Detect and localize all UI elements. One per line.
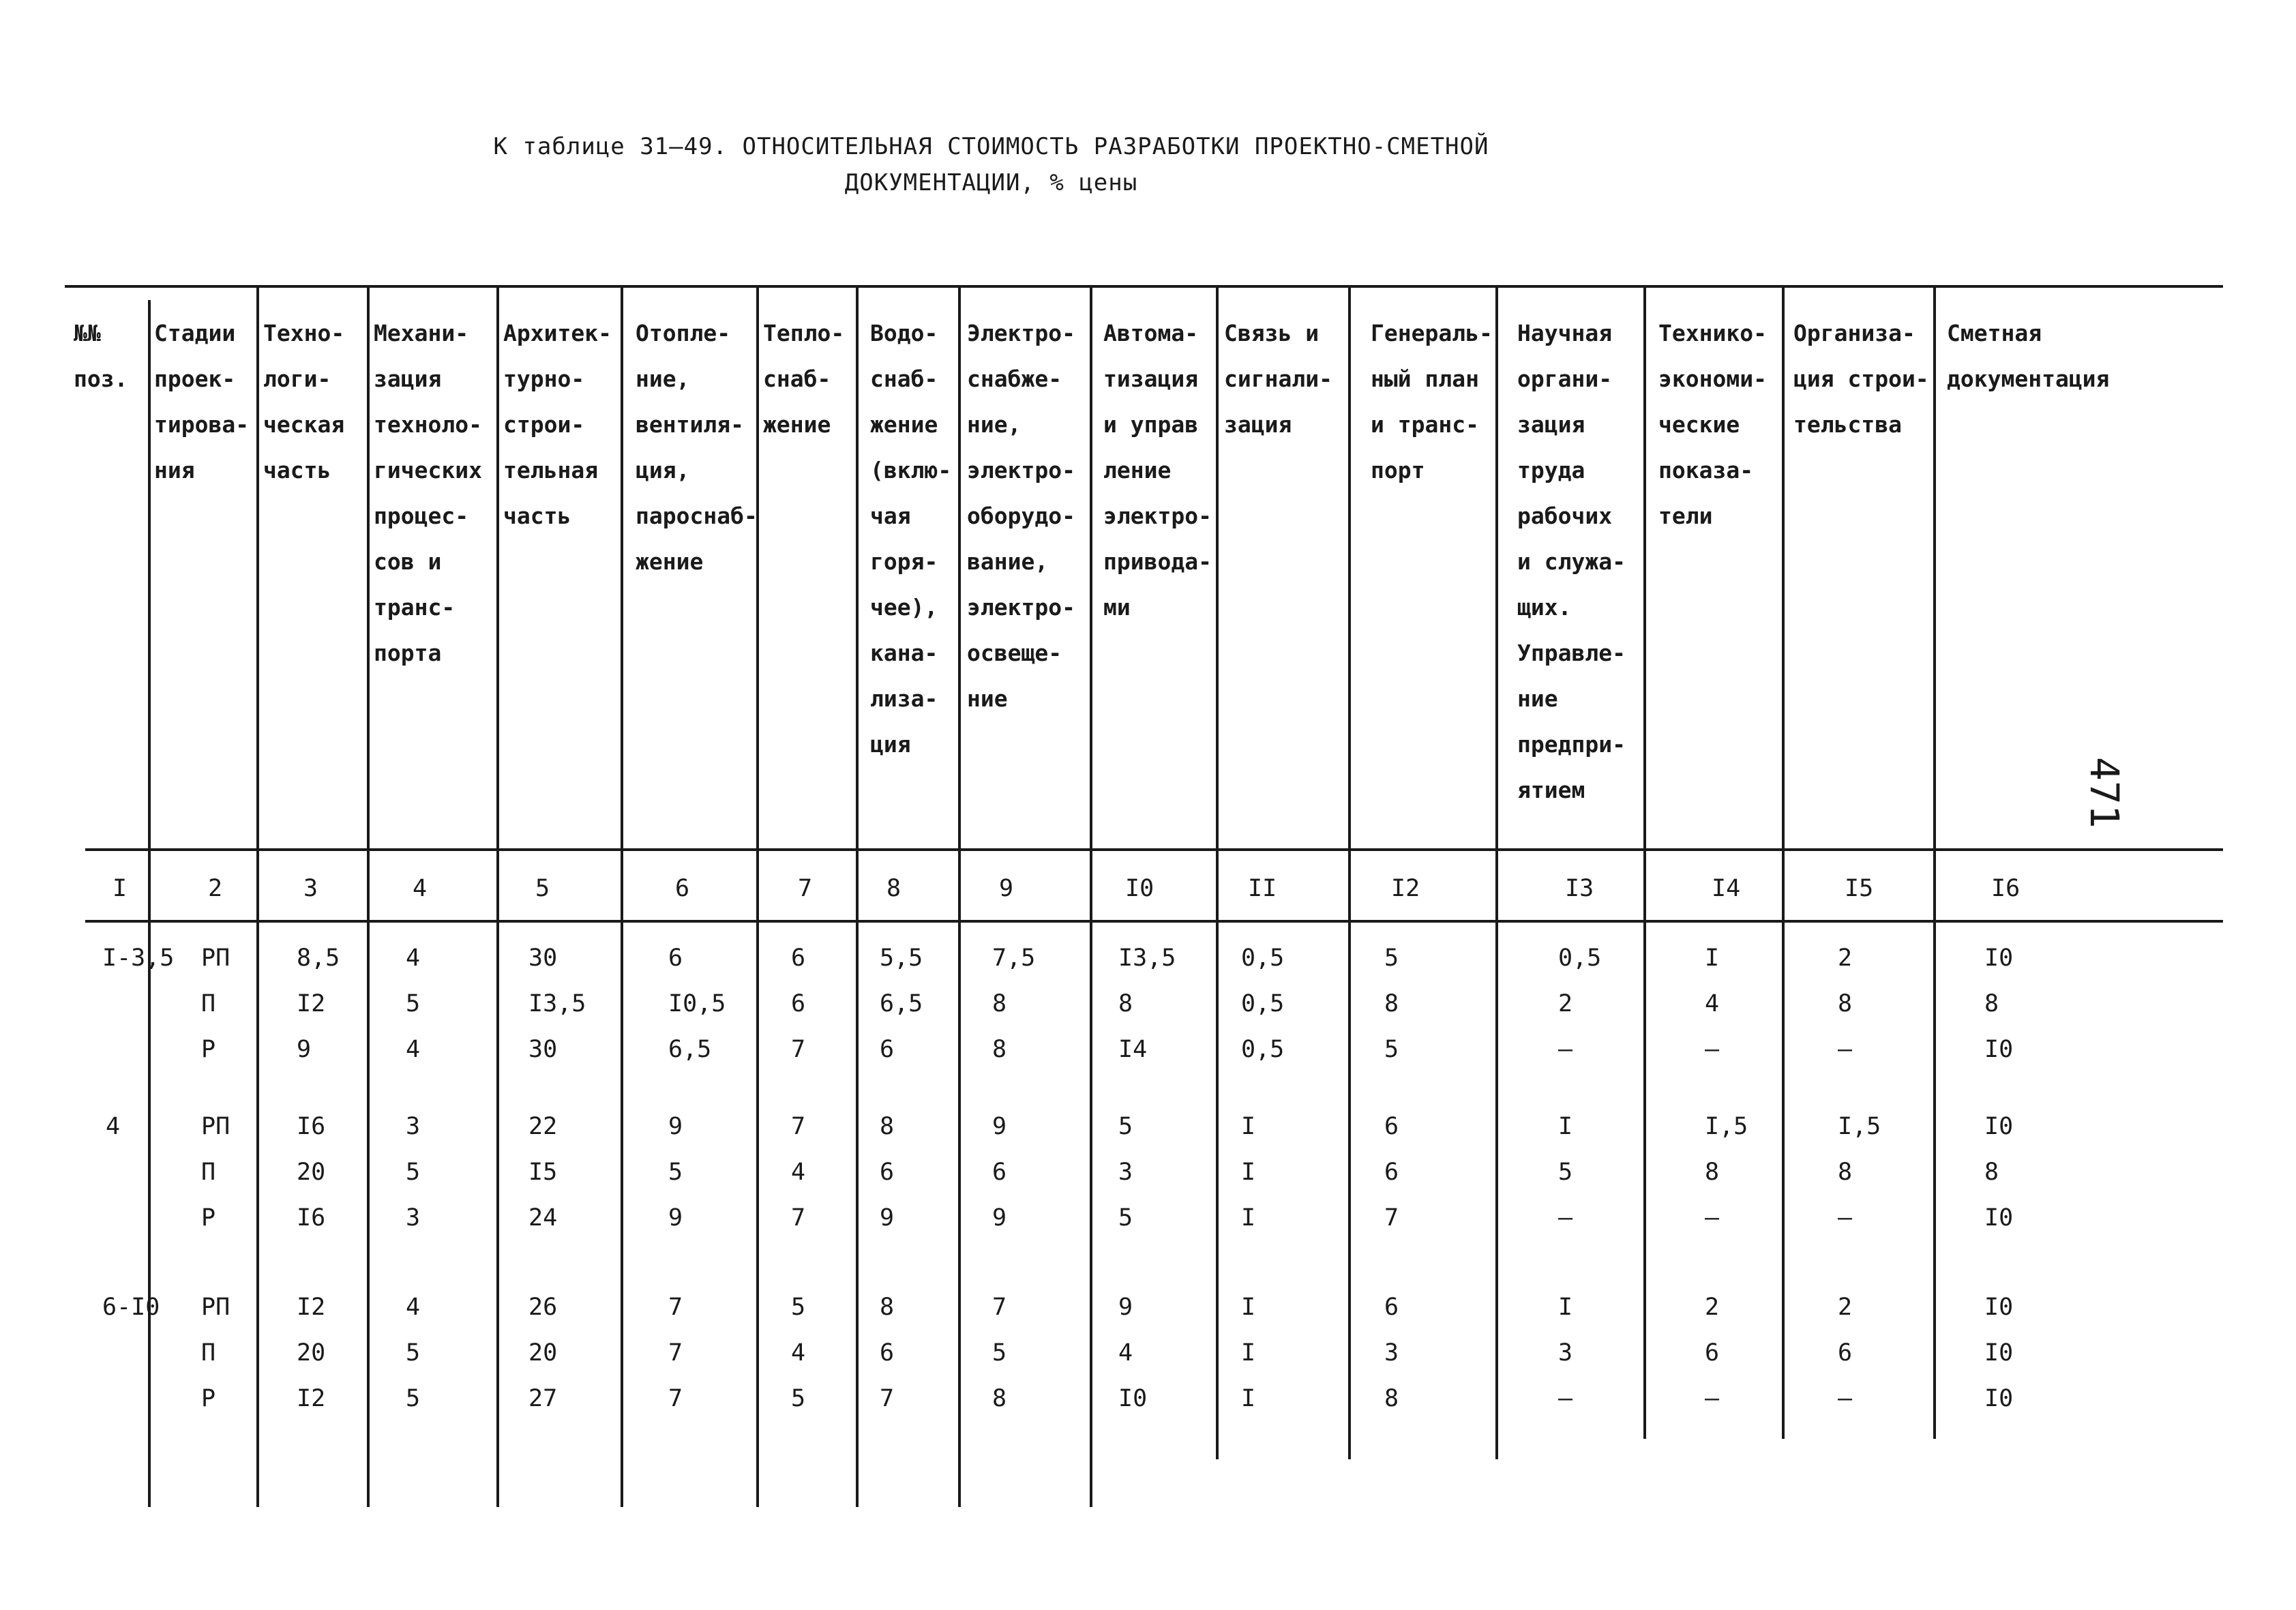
- stage-cell: П: [201, 990, 216, 1017]
- header-communication: Связь и сигнали- зация: [1224, 320, 1332, 438]
- table-cell: 2: [1838, 1294, 1853, 1321]
- table-cell: I6: [297, 1204, 326, 1232]
- table-cell: 6: [791, 944, 806, 972]
- table-cell: 0,5: [1241, 990, 1285, 1017]
- table-cell: 9: [668, 1204, 683, 1232]
- table-cell: 5: [406, 990, 421, 1017]
- col-divider: [148, 300, 151, 1507]
- table-cell: 9: [1118, 1294, 1133, 1321]
- table-cell: I,5: [1705, 1113, 1748, 1140]
- col-divider: [367, 286, 370, 1507]
- table-title-line2: ДОКУМЕНТАЦИИ, % цены: [844, 169, 1138, 196]
- table-cell: 5: [1558, 1159, 1573, 1186]
- table-cell: 7: [791, 1113, 806, 1140]
- table-cell: 9: [992, 1113, 1007, 1140]
- table-cell: I3,5: [528, 990, 586, 1017]
- header-labour-organization: Научная органи- зация труда рабочих и служа- щих. Управле- ние предпри- ятием: [1517, 320, 1626, 803]
- header-construction-organization: Организа- ция строи- тельства: [1793, 320, 1929, 438]
- column-number: 7: [798, 875, 813, 902]
- table-cell: 3: [1384, 1339, 1399, 1367]
- table-cell: 7: [668, 1294, 683, 1321]
- table-cell: 6: [880, 1159, 895, 1186]
- table-cell: 20: [297, 1339, 326, 1367]
- table-cell: –: [1838, 1036, 1853, 1063]
- table-cell: I0: [1984, 944, 2014, 972]
- table-cell: 0,5: [1241, 1036, 1285, 1063]
- table-cell: I: [1241, 1204, 1256, 1232]
- table-cell: 20: [528, 1339, 558, 1367]
- table-cell: 6: [668, 944, 683, 972]
- table-cell: –: [1838, 1204, 1853, 1232]
- colnum-bottom-rule: [85, 920, 2223, 923]
- table-cell: 8,5: [297, 944, 340, 972]
- stage-cell: П: [201, 1339, 216, 1367]
- header-technological: Техно- логи- ческая часть: [263, 320, 345, 483]
- table-cell: 30: [528, 944, 558, 972]
- stage-cell: Р: [201, 1385, 216, 1412]
- table-cell: 4: [406, 1294, 421, 1321]
- table-cell: 3: [406, 1113, 421, 1140]
- table-cell: 6,5: [668, 1036, 712, 1063]
- table-cell: 7: [880, 1385, 895, 1412]
- table-cell: I2: [297, 990, 326, 1017]
- table-cell: 7: [668, 1339, 683, 1367]
- col-divider: [1643, 286, 1646, 1439]
- col-divider: [1495, 286, 1498, 1459]
- stage-cell: РП: [201, 1294, 230, 1321]
- column-number: I5: [1845, 875, 1874, 902]
- table-cell: I0,5: [668, 990, 726, 1017]
- table-cell: I: [1241, 1113, 1256, 1140]
- col-divider: [621, 286, 623, 1507]
- table-cell: I0: [1984, 1036, 2014, 1063]
- table-cell: 2: [1838, 944, 1853, 972]
- table-cell: 5: [1384, 1036, 1399, 1063]
- table-cell: 8: [1384, 1385, 1399, 1412]
- col-divider: [496, 286, 499, 1507]
- table-cell: I3,5: [1118, 944, 1176, 972]
- header-bottom-rule: [85, 848, 2223, 851]
- column-number: 9: [999, 875, 1014, 902]
- table-cell: 8: [992, 1385, 1007, 1412]
- col-divider: [1933, 286, 1936, 1439]
- table-cell: 30: [528, 1036, 558, 1063]
- table-cell: I: [1241, 1159, 1256, 1186]
- table-cell: 8: [1705, 1159, 1720, 1186]
- table-cell: 6: [880, 1036, 895, 1063]
- table-cell: 26: [528, 1294, 558, 1321]
- column-number: II: [1248, 875, 1277, 902]
- table-cell: 0,5: [1558, 944, 1602, 972]
- table-cell: 6: [1838, 1339, 1853, 1367]
- stage-cell: Р: [201, 1204, 216, 1232]
- header-pos: №№ поз.: [74, 320, 128, 392]
- table-cell: I4: [1118, 1036, 1148, 1063]
- col-divider: [256, 286, 259, 1507]
- column-number: I0: [1125, 875, 1154, 902]
- table-cell: 3: [406, 1204, 421, 1232]
- table-cell: 22: [528, 1113, 558, 1140]
- table-cell: 9: [880, 1204, 895, 1232]
- col-divider: [856, 286, 859, 1507]
- table-cell: 5: [1118, 1204, 1133, 1232]
- table-cell: –: [1558, 1204, 1573, 1232]
- table-cell: 4: [406, 944, 421, 972]
- table-cell: 6: [992, 1159, 1007, 1186]
- table-cell: 5: [668, 1159, 683, 1186]
- table-cell: 7: [992, 1294, 1007, 1321]
- column-number: 5: [535, 875, 550, 902]
- table-cell: –: [1705, 1385, 1720, 1412]
- table-cell: I: [1558, 1113, 1573, 1140]
- table-cell: 5: [406, 1339, 421, 1367]
- table-cell: 4: [1705, 990, 1720, 1017]
- stage-cell: РП: [201, 1113, 230, 1140]
- column-number: 2: [208, 875, 223, 902]
- stage-cell: Р: [201, 1036, 216, 1063]
- column-number: 4: [413, 875, 428, 902]
- table-title-line1: К таблице 31–49. ОТНОСИТЕЛЬНАЯ СТОИМОСТЬ РАЗРАБОТКИ ПРОЕКТНО-СМЕТНОЙ: [493, 133, 1489, 160]
- table-cell: 8: [880, 1113, 895, 1140]
- col-divider: [1216, 286, 1219, 1459]
- table-cell: 8: [1118, 990, 1133, 1017]
- header-architecture: Архитек- турно- строи- тельная часть: [503, 320, 612, 529]
- table-cell: 5: [1118, 1113, 1133, 1140]
- header-top-rule: [65, 285, 2223, 288]
- table-cell: 5: [406, 1385, 421, 1412]
- table-cell: –: [1838, 1385, 1853, 1412]
- table-cell: 0,5: [1241, 944, 1285, 972]
- table-cell: I: [1705, 944, 1720, 972]
- table-cell: I0: [1984, 1204, 2014, 1232]
- column-number: I4: [1712, 875, 1741, 902]
- table-cell: 8: [992, 990, 1007, 1017]
- column-number: 6: [675, 875, 690, 902]
- table-cell: I: [1241, 1294, 1256, 1321]
- table-cell: 3: [1558, 1339, 1573, 1367]
- table-cell: –: [1558, 1036, 1573, 1063]
- table-cell: 9: [668, 1113, 683, 1140]
- column-number: 3: [303, 875, 318, 902]
- table-cell: 7,5: [992, 944, 1036, 972]
- position-number: 6-I0: [102, 1294, 160, 1321]
- table-cell: 9: [992, 1204, 1007, 1232]
- table-cell: 9: [297, 1036, 312, 1063]
- table-cell: 8: [1384, 990, 1399, 1017]
- table-cell: 7: [1384, 1204, 1399, 1232]
- table-cell: 24: [528, 1204, 558, 1232]
- table-cell: 20: [297, 1159, 326, 1186]
- table-cell: 4: [791, 1339, 806, 1367]
- table-cell: 6,5: [880, 990, 923, 1017]
- table-cell: 6: [1384, 1294, 1399, 1321]
- header-heating: Отопле- ние, вентиля- ция, пароснаб- жение: [636, 320, 758, 575]
- table-cell: I: [1558, 1294, 1573, 1321]
- table-cell: –: [1705, 1204, 1720, 1232]
- stage-cell: РП: [201, 944, 230, 972]
- table-cell: I0: [1118, 1385, 1148, 1412]
- table-cell: –: [1558, 1385, 1573, 1412]
- table-cell: 6: [880, 1339, 895, 1367]
- table-cell: 5: [1384, 944, 1399, 972]
- column-number: I6: [1991, 875, 2021, 902]
- stage-cell: П: [201, 1159, 216, 1186]
- table-cell: 3: [1118, 1159, 1133, 1186]
- column-number: I: [113, 875, 128, 902]
- col-divider: [1090, 286, 1092, 1507]
- table-cell: 5,5: [880, 944, 923, 972]
- table-cell: I0: [1984, 1385, 2014, 1412]
- table-cell: I6: [297, 1113, 326, 1140]
- table-cell: 6: [791, 990, 806, 1017]
- table-cell: I: [1241, 1339, 1256, 1367]
- table-cell: I0: [1984, 1113, 2014, 1140]
- table-cell: 8: [1838, 1159, 1853, 1186]
- table-cell: 4: [791, 1159, 806, 1186]
- table-cell: 8: [880, 1294, 895, 1321]
- column-number: I3: [1565, 875, 1594, 902]
- table-cell: I: [1241, 1385, 1256, 1412]
- header-water-supply: Водо- снаб- жение (вклю- чая горя- чее), кана- лиза- ция: [870, 320, 952, 758]
- header-heat-supply: Тепло- снаб- жение: [763, 320, 845, 438]
- header-technical-economic: Технико- экономи- ческие показа- тели: [1658, 320, 1767, 529]
- table-cell: 8: [1984, 1159, 1999, 1186]
- table-cell: 8: [1984, 990, 1999, 1017]
- col-divider: [1348, 286, 1351, 1459]
- table-cell: 7: [791, 1036, 806, 1063]
- table-cell: 8: [1838, 990, 1853, 1017]
- table-cell: 5: [791, 1385, 806, 1412]
- table-cell: 5: [992, 1339, 1007, 1367]
- table-cell: 2: [1705, 1294, 1720, 1321]
- table-cell: I2: [297, 1294, 326, 1321]
- table-cell: I,5: [1838, 1113, 1881, 1140]
- table-cell: 8: [992, 1036, 1007, 1063]
- table-cell: 6: [1384, 1159, 1399, 1186]
- table-cell: I0: [1984, 1339, 2014, 1367]
- header-general-plan: Генераль- ный план и транс- порт: [1371, 320, 1493, 483]
- header-automation: Автома- тизация и управ ление электро- привода- ми: [1103, 320, 1212, 621]
- table-cell: 7: [791, 1204, 806, 1232]
- table-cell: 6: [1384, 1113, 1399, 1140]
- table-cell: 6: [1705, 1339, 1720, 1367]
- table-cell: 2: [1558, 990, 1573, 1017]
- table-cell: –: [1705, 1036, 1720, 1063]
- header-mechanization: Механи- зация техноло- гических процес- сов и транс- порта: [374, 320, 482, 666]
- table-cell: 5: [406, 1159, 421, 1186]
- table-cell: 5: [791, 1294, 806, 1321]
- column-number: 8: [886, 875, 901, 902]
- header-estimate: Сметная документация: [1947, 320, 2110, 392]
- col-divider: [958, 286, 961, 1507]
- table-cell: 27: [528, 1385, 558, 1412]
- page-number: 471: [2081, 757, 2128, 829]
- header-stages: Стадии проек- тирова- ния: [154, 320, 250, 483]
- table-cell: 4: [406, 1036, 421, 1063]
- table-cell: I5: [528, 1159, 558, 1186]
- column-number: I2: [1391, 875, 1420, 902]
- table-cell: I0: [1984, 1294, 2014, 1321]
- table-cell: 7: [668, 1385, 683, 1412]
- table-cell: 4: [1118, 1339, 1133, 1367]
- header-electrical: Электро- снабже- ние, электро- оборудо- вание, электро- освеще- ние: [967, 320, 1075, 712]
- col-divider: [1782, 286, 1785, 1439]
- position-number: I-3,5: [102, 944, 175, 972]
- position-number: 4: [106, 1113, 121, 1140]
- table-cell: I2: [297, 1385, 326, 1412]
